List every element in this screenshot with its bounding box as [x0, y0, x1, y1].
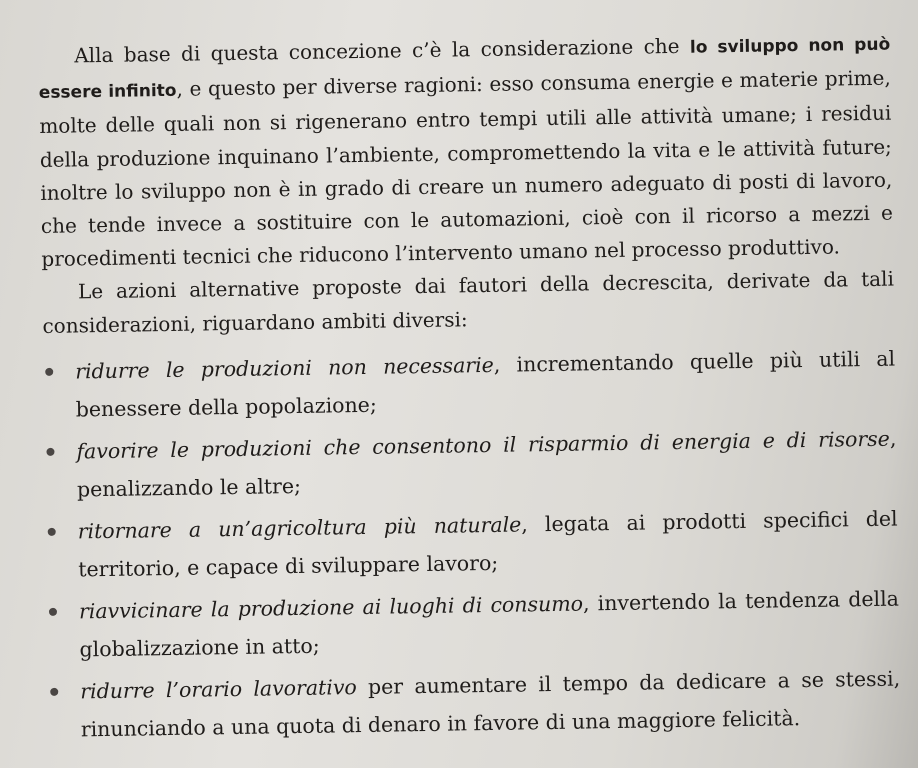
list-item	[47, 579, 900, 668]
list-item-italic: ridurre le produzioni non necessarie	[75, 352, 494, 384]
list-item-italic: ritornare a un’agricoltura più naturale	[77, 512, 522, 544]
list-item-text: , incrementando quelle più utili al benessere della popolazione;	[75, 346, 896, 422]
list-item-text: , legata ai prodotti specifici del territorio, e capace di sviluppare lavoro;	[78, 506, 898, 582]
book-page	[38, 27, 901, 760]
bullet-icon	[48, 528, 56, 536]
list-item-italic: favorire le produzioni che consentono il risparmio di energia e di risorse	[76, 426, 891, 464]
bullet-icon	[46, 448, 54, 456]
bullet-icon	[50, 688, 58, 696]
list-item	[48, 659, 901, 748]
list-item	[43, 339, 896, 428]
paragraph-azioni: Le azioni alternative proposte dai fautori della decrescita, derivate da tali considerazioni, riguardano ambiti diversi:	[42, 267, 895, 338]
paragraph-sviluppo	[38, 27, 894, 277]
actions-list	[43, 339, 901, 748]
list-item-text: , penalizzando le altre;	[76, 426, 897, 502]
paragraph-intro-text: Alla base di questa concezione c’è la considerazione che	[74, 33, 691, 68]
list-item-italic: ridurre l’orario lavorativo	[80, 674, 357, 704]
bullet-icon	[45, 368, 53, 376]
list-item-text: , invertendo la tendenza della globalizzazione in atto;	[79, 586, 900, 662]
list-item	[44, 419, 897, 508]
list-item-italic: riavvicinare la produzione ai luoghi di consumo	[78, 591, 584, 624]
bullet-icon	[49, 608, 57, 616]
list-item-text: per aumentare il tempo da dedicare a se stessi, rinunciando a una quota di denaro in favore di una maggiore felicità.	[80, 666, 901, 742]
list-item	[45, 499, 898, 588]
bold-phrase: lo sviluppo non può essere infinito	[38, 34, 891, 104]
paragraph-body-text: , e questo per diverse ragioni: esso consuma energie e materie prime, molte delle quali non si rigenerano entro tempi utili alle attività umane; i residui della produzione inquinano l’ambiente, compromettendo la vita e le attività future; inoltre lo sviluppo non è in grado di creare un numero adeguato di posti di lavoro, che tende invece a sostituire con le automazioni, cioè con il ricorso a mezzi e procedimenti tecnici che riducono l’intervento umano nel processo produttivo.	[39, 65, 894, 272]
